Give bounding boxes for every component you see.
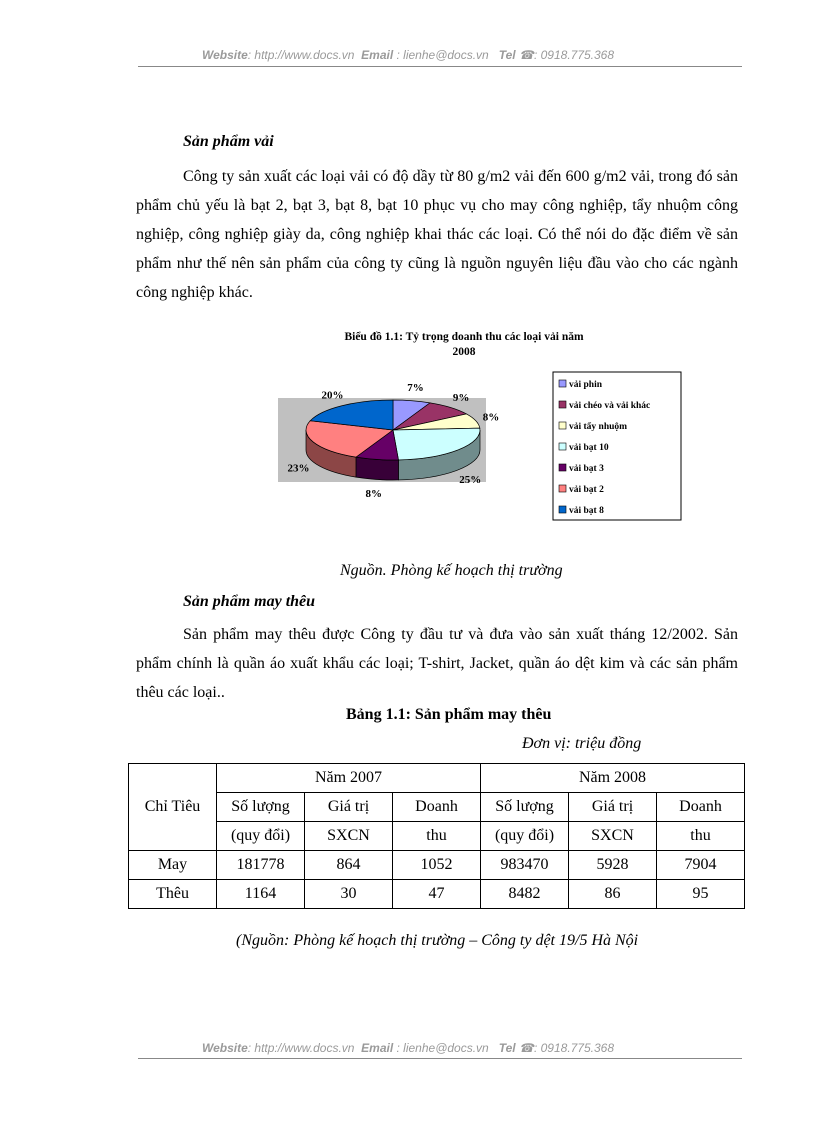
subheader-cell: thu: [393, 822, 481, 851]
subheader-cell: (quy đổi): [217, 822, 305, 851]
legend-label-3: vải bạt 10: [569, 443, 609, 453]
subheader-cell: Giá trị: [305, 793, 393, 822]
table-cell: 1052: [393, 851, 481, 880]
table-header-row: [129, 764, 745, 793]
paragraph-fabric: [136, 162, 738, 307]
paragraph-embroidery: [136, 620, 738, 707]
legend-label-2: vải tẩy nhuộm: [569, 422, 628, 432]
legend-swatch-2: [559, 422, 566, 429]
footer-website-value: : http://www.docs.vn: [247, 1041, 355, 1055]
pie-chart: [270, 366, 690, 526]
legend-swatch-1: [559, 401, 566, 408]
subheader-cell: thu: [657, 822, 745, 851]
pie-label-3: 25%: [459, 474, 482, 487]
subheader-cell: Giá trị: [569, 793, 657, 822]
legend-label-1: vải chéo và vải khác: [569, 401, 651, 411]
phone-icon: ☎: [519, 1041, 534, 1055]
pie-label-6: 20%: [321, 389, 344, 402]
chart-title-line1: Biểu đồ 1.1: Tỷ trọng doanh thu các loại vải năm: [344, 331, 584, 343]
table-cell: 5928: [569, 851, 657, 880]
legend-swatch-5: [559, 485, 566, 492]
paragraph-fabric-text: Công ty sản xuất các loại vải có độ dầy từ 80 g/m2 vải đến 600 g/m2 vải, trong đó sản phẩm chủ yếu là bạt 2, bạt 3, bạt 8, bạt 10 phục vụ cho may công nghiệp, tẩy nhuộm công nghiệp, công nghiệp giày da, công nghiệp khai thác các loại. Có thể nói do đặc điểm về sản phẩm như thế nên sản phẩm của công ty cũng là nguồn nguyên liệu đầu vào cho các ngành công nghiệp khác.: [136, 168, 738, 301]
table-cell: 864: [305, 851, 393, 880]
header-email-value: : lienhe@docs.vn: [396, 48, 489, 62]
footer-tel-value: : 0918.775.368: [533, 1041, 615, 1055]
section-heading-fabric: Sản phẩm vải: [183, 133, 274, 150]
footer-website-label: Website: [201, 1041, 248, 1055]
footer-email-value: : lienhe@docs.vn: [396, 1041, 489, 1055]
table-cell: 86: [569, 880, 657, 909]
header-website-value: : http://www.docs.vn: [247, 48, 355, 62]
table-cell: 95: [657, 880, 745, 909]
table-cell: 30: [305, 880, 393, 909]
pie-label-1: 9%: [452, 391, 470, 404]
table-row: [129, 851, 745, 880]
row-label: May: [129, 851, 217, 880]
paragraph-embroidery-text: Sản phẩm may thêu được Công ty đầu tư và đưa vào sản xuất tháng 12/2002. Sản phẩm chính là quần áo xuất khẩu các loại; T-shirt, Jacket, quần áo dệt kim và các sản phẩm thêu các loại..: [136, 626, 738, 701]
year-2008-header: Năm 2008: [481, 764, 745, 793]
products-table: [128, 763, 745, 909]
pie-label-5: 23%: [287, 462, 310, 475]
subheader-cell: Số lượng: [217, 793, 305, 822]
subheader-cell: SXCN: [305, 822, 393, 851]
table-source: (Nguồn: Phòng kế hoạch thị trường – Công ty dệt 19/5 Hà Nội: [236, 932, 639, 949]
page-footer: [0, 1041, 816, 1055]
header-tel-label: Tel: [498, 48, 516, 62]
pie-side-4: [356, 457, 399, 480]
page-header: [0, 48, 816, 62]
table-subheader-row-1: [129, 793, 745, 822]
legend-swatch-3: [559, 443, 566, 450]
phone-icon: ☎: [519, 48, 534, 62]
table-cell: 181778: [217, 851, 305, 880]
table-unit: Đơn vị: triệu đồng: [522, 735, 642, 752]
pie-label-0: 7%: [407, 382, 424, 395]
subheader-cell: Số lượng: [481, 793, 569, 822]
table-title: Bảng 1.1: Sản phẩm may thêu: [346, 706, 552, 723]
subheader-cell: (quy đổi): [481, 822, 569, 851]
legend-swatch-0: [559, 380, 566, 387]
header-email-label: Email: [361, 48, 394, 62]
legend-label-5: vải bạt 2: [569, 485, 604, 495]
legend-label-0: vải phin: [569, 380, 603, 390]
table-cell: 7904: [657, 851, 745, 880]
table-cell: 983470: [481, 851, 569, 880]
table-subheader-row-2: [129, 822, 745, 851]
chart-title: [296, 330, 632, 360]
subheader-cell: Doanh: [393, 793, 481, 822]
header-divider: [138, 66, 742, 67]
legend-label-4: vải bạt 3: [569, 464, 604, 474]
chart-title-line2: 2008: [452, 346, 476, 358]
footer-tel-label: Tel: [498, 1041, 516, 1055]
pie-label-2: 8%: [482, 411, 500, 424]
table-row: [129, 880, 745, 909]
legend-label-6: vải bạt 8: [569, 506, 604, 516]
subheader-cell: Doanh: [657, 793, 745, 822]
chart-source: Nguồn. Phòng kế hoạch thị trường: [340, 562, 563, 579]
footer-email-label: Email: [361, 1041, 394, 1055]
table-cell: 47: [393, 880, 481, 909]
row-label: Thêu: [129, 880, 217, 909]
header-tel-value: : 0918.775.368: [533, 48, 615, 62]
year-2007-header: Năm 2007: [217, 764, 481, 793]
table-cell: 8482: [481, 880, 569, 909]
pie-label-4: 8%: [365, 488, 382, 501]
header-website-label: Website: [201, 48, 248, 62]
row-header-cell: Chỉ Tiêu: [129, 764, 217, 851]
section-heading-embroidery: Sản phẩm may thêu: [183, 593, 316, 610]
table-cell: 1164: [217, 880, 305, 909]
footer-divider: [138, 1058, 742, 1059]
legend-swatch-6: [559, 506, 566, 513]
subheader-cell: SXCN: [569, 822, 657, 851]
legend-swatch-4: [559, 464, 566, 471]
